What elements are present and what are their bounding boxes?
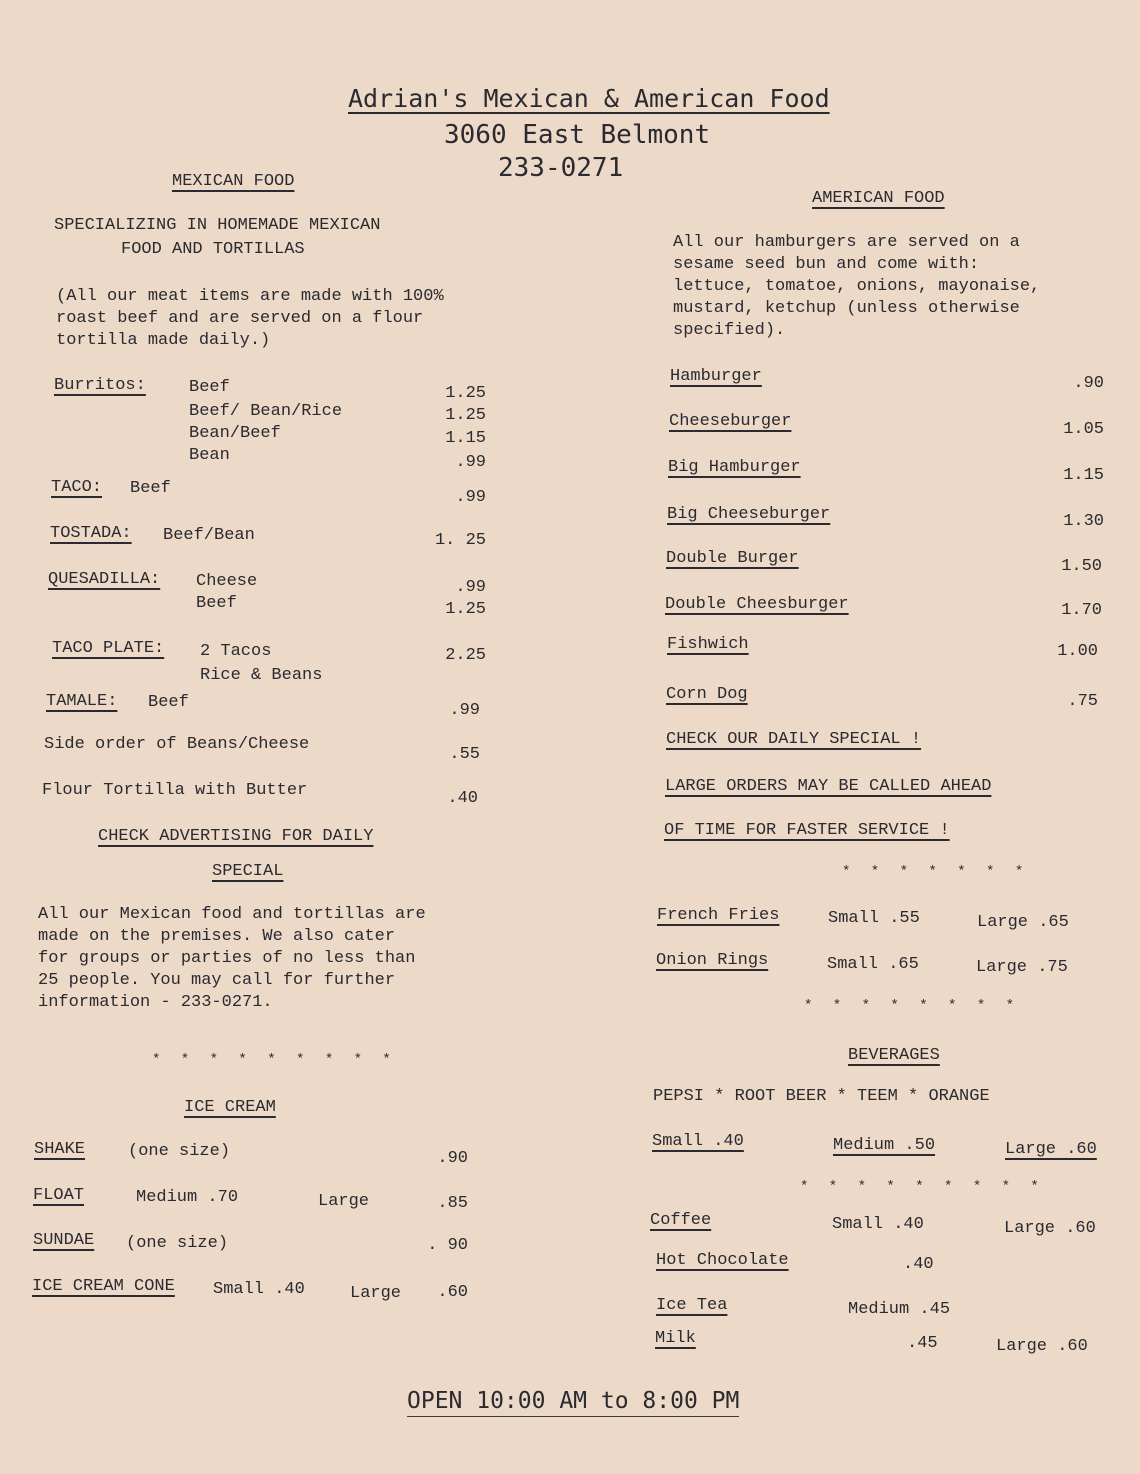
menu-item-price: .75	[1067, 692, 1098, 711]
flour-tortilla-price: .40	[447, 789, 478, 808]
beverages-heading: BEVERAGES	[848, 1046, 940, 1065]
menu-item-price: 1.05	[1063, 420, 1104, 439]
burrito-price: 1.25	[445, 384, 486, 403]
ice-cream-cone-label: ICE CREAM CONE	[32, 1277, 175, 1296]
daily-special-note: CHECK OUR DAILY SPECIAL !	[666, 730, 922, 749]
side-order: Side order of Beans/Cheese	[44, 735, 310, 754]
quesadilla-name: Cheese	[196, 572, 258, 591]
american-food-heading: AMERICAN FOOD	[812, 189, 945, 208]
menu-item-price: 1.70	[1061, 601, 1102, 620]
shake-size: (one size)	[128, 1142, 231, 1161]
menu-item-price: 1.00	[1057, 642, 1098, 661]
menu-item-price: 1.15	[1063, 466, 1104, 485]
stars-divider: * * * * * * *	[842, 864, 1030, 880]
tostada-item: Beef/Bean	[163, 526, 255, 545]
stars-divider: * * * * * * * * *	[800, 1179, 1045, 1195]
quesadilla-price: 1.25	[445, 600, 486, 619]
french-fries-label: French Fries	[657, 906, 780, 925]
menu-item-name: Hamburger	[670, 367, 762, 386]
specializing-line-2: FOOD AND TORTILLAS	[121, 240, 305, 259]
float-large-price: .85	[437, 1194, 468, 1213]
tamale-price: .99	[449, 701, 480, 720]
quesadilla-label: QUESADILLA:	[48, 570, 161, 589]
soda-flavors: PEPSI * ROOT BEER * TEEM * ORANGE	[653, 1087, 990, 1106]
sundae-size: (one size)	[126, 1234, 229, 1253]
menu-item-name: Double Cheesburger	[665, 595, 849, 614]
restaurant-address: 3060 East Belmont	[444, 120, 711, 150]
burrito-name: Beef/ Bean/Rice	[189, 402, 343, 421]
mexican-food-heading: MEXICAN FOOD	[172, 172, 295, 191]
burritos-label: Burritos:	[54, 376, 146, 395]
menu-item-name: Fishwich	[667, 635, 749, 654]
menu-item-name: Big Cheeseburger	[667, 505, 831, 524]
taco-plate-price: 2.25	[445, 646, 486, 665]
taco-plate-label: TACO PLATE:	[52, 639, 165, 658]
hot-chocolate-label: Hot Chocolate	[656, 1251, 789, 1270]
coffee-label: Coffee	[650, 1211, 712, 1230]
large-orders-line-1: LARGE ORDERS MAY BE CALLED AHEAD	[665, 777, 992, 796]
onion-rings-small: Small .65	[827, 955, 919, 974]
ice-tea-medium: Medium .45	[848, 1300, 951, 1319]
sundae-price: . 90	[427, 1236, 468, 1255]
menu-item-name: Cheeseburger	[669, 412, 792, 431]
check-advertising-line-2: SPECIAL	[212, 862, 284, 881]
quesadilla-name: Beef	[196, 594, 237, 613]
tostada-label: TOSTADA:	[50, 524, 132, 543]
quesadilla-price: .99	[455, 578, 486, 597]
restaurant-phone: 233-0271	[498, 153, 624, 183]
opening-hours: OPEN 10:00 AM to 8:00 PM	[407, 1388, 739, 1417]
menu-item-name: Corn Dog	[666, 685, 748, 704]
burrito-name: Bean	[189, 446, 230, 465]
onion-rings-label: Onion Rings	[656, 951, 769, 970]
tamale-label: TAMALE:	[46, 692, 118, 711]
large-orders-line-2: OF TIME FOR FASTER SERVICE !	[664, 821, 950, 840]
taco-price: .99	[455, 488, 486, 507]
tamale-item: Beef	[148, 693, 189, 712]
menu-item-name: Big Hamburger	[668, 458, 801, 477]
milk-label: Milk	[655, 1329, 696, 1348]
restaurant-name: Adrian's Mexican & American Food	[348, 84, 830, 113]
onion-rings-large: Large .75	[976, 958, 1068, 977]
soda-small: Small .40	[652, 1132, 744, 1151]
milk-price: .45	[907, 1334, 938, 1353]
meat-note: (All our meat items are made with 100% roast beef and are served on a flour tortilla made daily.)	[56, 287, 444, 350]
milk-large: Large .60	[996, 1337, 1088, 1356]
cone-small: Small .40	[213, 1280, 305, 1299]
menu-item-name: Double Burger	[666, 549, 799, 568]
shake-price: .90	[437, 1149, 468, 1168]
taco-label: TACO:	[51, 478, 103, 497]
hot-chocolate-price: .40	[903, 1255, 934, 1274]
french-fries-large: Large .65	[977, 913, 1069, 932]
burrito-name: Beef	[189, 378, 230, 397]
hamburger-intro: All our hamburgers are served on a sesame seed bun and come with: lettuce, tomatoe, onions, mayonaise, mustard, ketchup (unless otherwise specified).	[673, 233, 1041, 340]
taco-plate-line-2: Rice & Beans	[200, 666, 323, 685]
soda-large: Large .60	[1005, 1140, 1097, 1159]
flour-tortilla: Flour Tortilla with Butter	[42, 781, 308, 800]
soda-medium: Medium .50	[833, 1136, 936, 1155]
stars-divider: * * * * * * * *	[804, 998, 1021, 1014]
burrito-price: 1.15	[445, 429, 486, 448]
coffee-large: Large .60	[1004, 1219, 1096, 1238]
float-label: FLOAT	[33, 1186, 85, 1205]
specializing-line-1: SPECIALIZING IN HOMEMADE MEXICAN	[54, 216, 381, 235]
cone-large-price: .60	[437, 1283, 468, 1302]
float-large-label: Large	[318, 1192, 370, 1211]
menu-item-price: .90	[1073, 374, 1104, 393]
coffee-small: Small .40	[832, 1215, 924, 1234]
ice-tea-label: Ice Tea	[656, 1296, 728, 1315]
stars-divider: * * * * * * * * *	[152, 1052, 397, 1068]
menu-item-price: 1.50	[1061, 557, 1102, 576]
burrito-price: .99	[455, 453, 486, 472]
sundae-label: SUNDAE	[33, 1231, 95, 1250]
french-fries-small: Small .55	[828, 909, 920, 928]
tostada-price: 1. 25	[434, 531, 486, 550]
catering-note: All our Mexican food and tortillas are made on the premises. We also cater for groups or parties of no less than 25 people. You may call for further information - 233-0271.	[38, 905, 426, 1012]
cone-large-label: Large	[350, 1284, 402, 1303]
side-order-price: .55	[449, 745, 480, 764]
menu-item-price: 1.30	[1063, 512, 1104, 531]
check-advertising-line-1: CHECK ADVERTISING FOR DAILY	[98, 827, 374, 846]
taco-plate-line-1: 2 Tacos	[200, 642, 272, 661]
ice-cream-heading: ICE CREAM	[184, 1098, 276, 1117]
burrito-name: Bean/Beef	[189, 424, 281, 443]
taco-item: Beef	[130, 479, 171, 498]
burrito-price: 1.25	[445, 406, 486, 425]
shake-label: SHAKE	[34, 1140, 86, 1159]
float-medium: Medium .70	[136, 1188, 239, 1207]
